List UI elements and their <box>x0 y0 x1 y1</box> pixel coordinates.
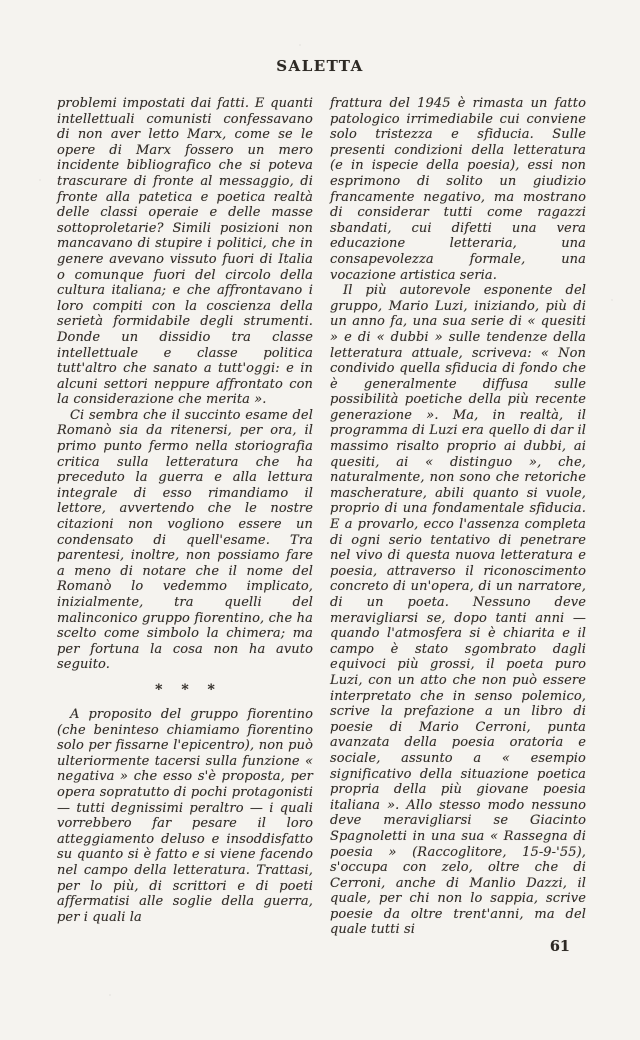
running-header-title: SALETTA <box>276 57 364 75</box>
left-column <box>57 96 313 938</box>
paragraph: Il più autorevole esponente del gruppo, Mario Luzi, iniziando, più di un anno fa, una sua serie di « quesiti » e di « dubbi » sulle tendenze della letteratura attuale, scriveva: « Non condivido quella sfiducia di fondo che è generalmente diffusa sulle possibilità poetiche della più recente generazione ». Ma, in realtà, il programma di Luzi era quello di dar il massimo risalto proprio ai dubbi, ai quesiti, ai « distinguo », che, naturalmente, non sono che retoriche mascherature, abili quanto si vuole, proprio di una fondamentale sfiducia. E a provarlo, ecco l'assenza completa di ogni serio tentativo di penetrare nel vivo di questa nuova letteratura e poesia, attraverso il riconoscimento concreto di un'opera, di un narratore, di un poeta. Nessuno deve meravigliarsi se, dopo tanti anni — quando l'atmosfera si è chiarita e il campo è stato sgombrato dagli equivoci più grossi, il poeta puro Luzi, con un atto che non può essere interpretato che in senso polemico, scrive la prefazione a un libro di poesie di Mario Cerroni, punta avanzata della poesia oratoria e sociale, assunto a « esempio significativo della situazione poetica propria della più giovane poesia italiana ». Allo stesso modo nessuno deve meravigliarsi se Giacinto Spagnoletti in una sua « Rassegna di poesia » (Raccoglitore, 15-9-'55), s'occupa con zelo, oltre che di Cerroni, anche di Manlio Dazzi, il quale, per chi non lo sappia, scrive poesie da oltre trent'anni, ma del quale tutti si <box>330 283 586 938</box>
paragraph-continuation: problemi impostati dai fatti. E quanti intellettuali comunisti confessavano di non aver letto Marx, come se le opere di Marx fossero un mero incidente bibliografico che si poteva trascurare di fronte al messaggio, di fronte alla patetica e poetica realtà delle classi operaie e delle masse sottoproletarie? Simili posizioni non mancavano di stupire i politici, che in genere avevano vissuto fuori di Italia o comunque fuori del circolo della cultura italiana; e che affrontavano i loro compiti con la coscienza della serietà formidabile degli strumenti. Donde un dissidio tra classe intellettuale e classe politica tutt'altro che sanato a tutt'oggi: e in alcuni settori neppure affrontato con la considerazione che merita ». <box>57 96 313 408</box>
paragraph-continuation: frattura del 1945 è rimasta un fatto patologico irrimediabile cui conviene solo tristezza e sfiducia. Sulle presenti condizioni della letteratura (e in ispecie della poesia), essi non esprimono di solito un giudizio francamente negativo, ma mostrano di considerar tutti come ragazzi sbandati, cui difetti una vera educazione letteraria, una consapevolezza formale, una vocazione artistica seria. <box>330 96 586 283</box>
page-number: 61 <box>549 938 570 955</box>
paragraph: A proposito del gruppo fiorentino (che beninteso chiamiamo fiorentino solo per fissarne l'epicentro), non può ulteriormente tacersi sulla funzione « negativa » che esso s'è proposta, per opera sopratutto di pochi protagonisti — tutti degnissimi peraltro — i quali vorrebbero far pesare il loro atteggiamento deluso e insoddisfatto su quanto si è fatto e si viene facendo nel campo della letteratura. Trattasi, per lo più, di scrittori e di poeti affermatisi alle soglie della guerra, per i quali la <box>57 706 313 925</box>
paragraph: Ci sembra che il succinto esame del Romanò sia da ritenersi, per ora, il primo punto fermo nella storiografia critica sulla letteratura che ha preceduto la guerra e alla lettura integrale di esso rimandiamo il lettore, avvertendo che le nostre citazioni non vogliono essere un condensato di quell'esame. Tra parentesi, inoltre, non possiamo fare a meno di notare che il nome del Romanò lo vedemmo implicato, inizialmente, tra quelli del malinconico gruppo fiorentino, che ha scelto come simbolo la chimera; ma per fortuna la cosa non ha avuto seguito. <box>57 407 313 673</box>
text-columns <box>57 96 587 938</box>
right-column <box>330 96 586 938</box>
asterisk-section-separator: * * * <box>155 681 222 698</box>
